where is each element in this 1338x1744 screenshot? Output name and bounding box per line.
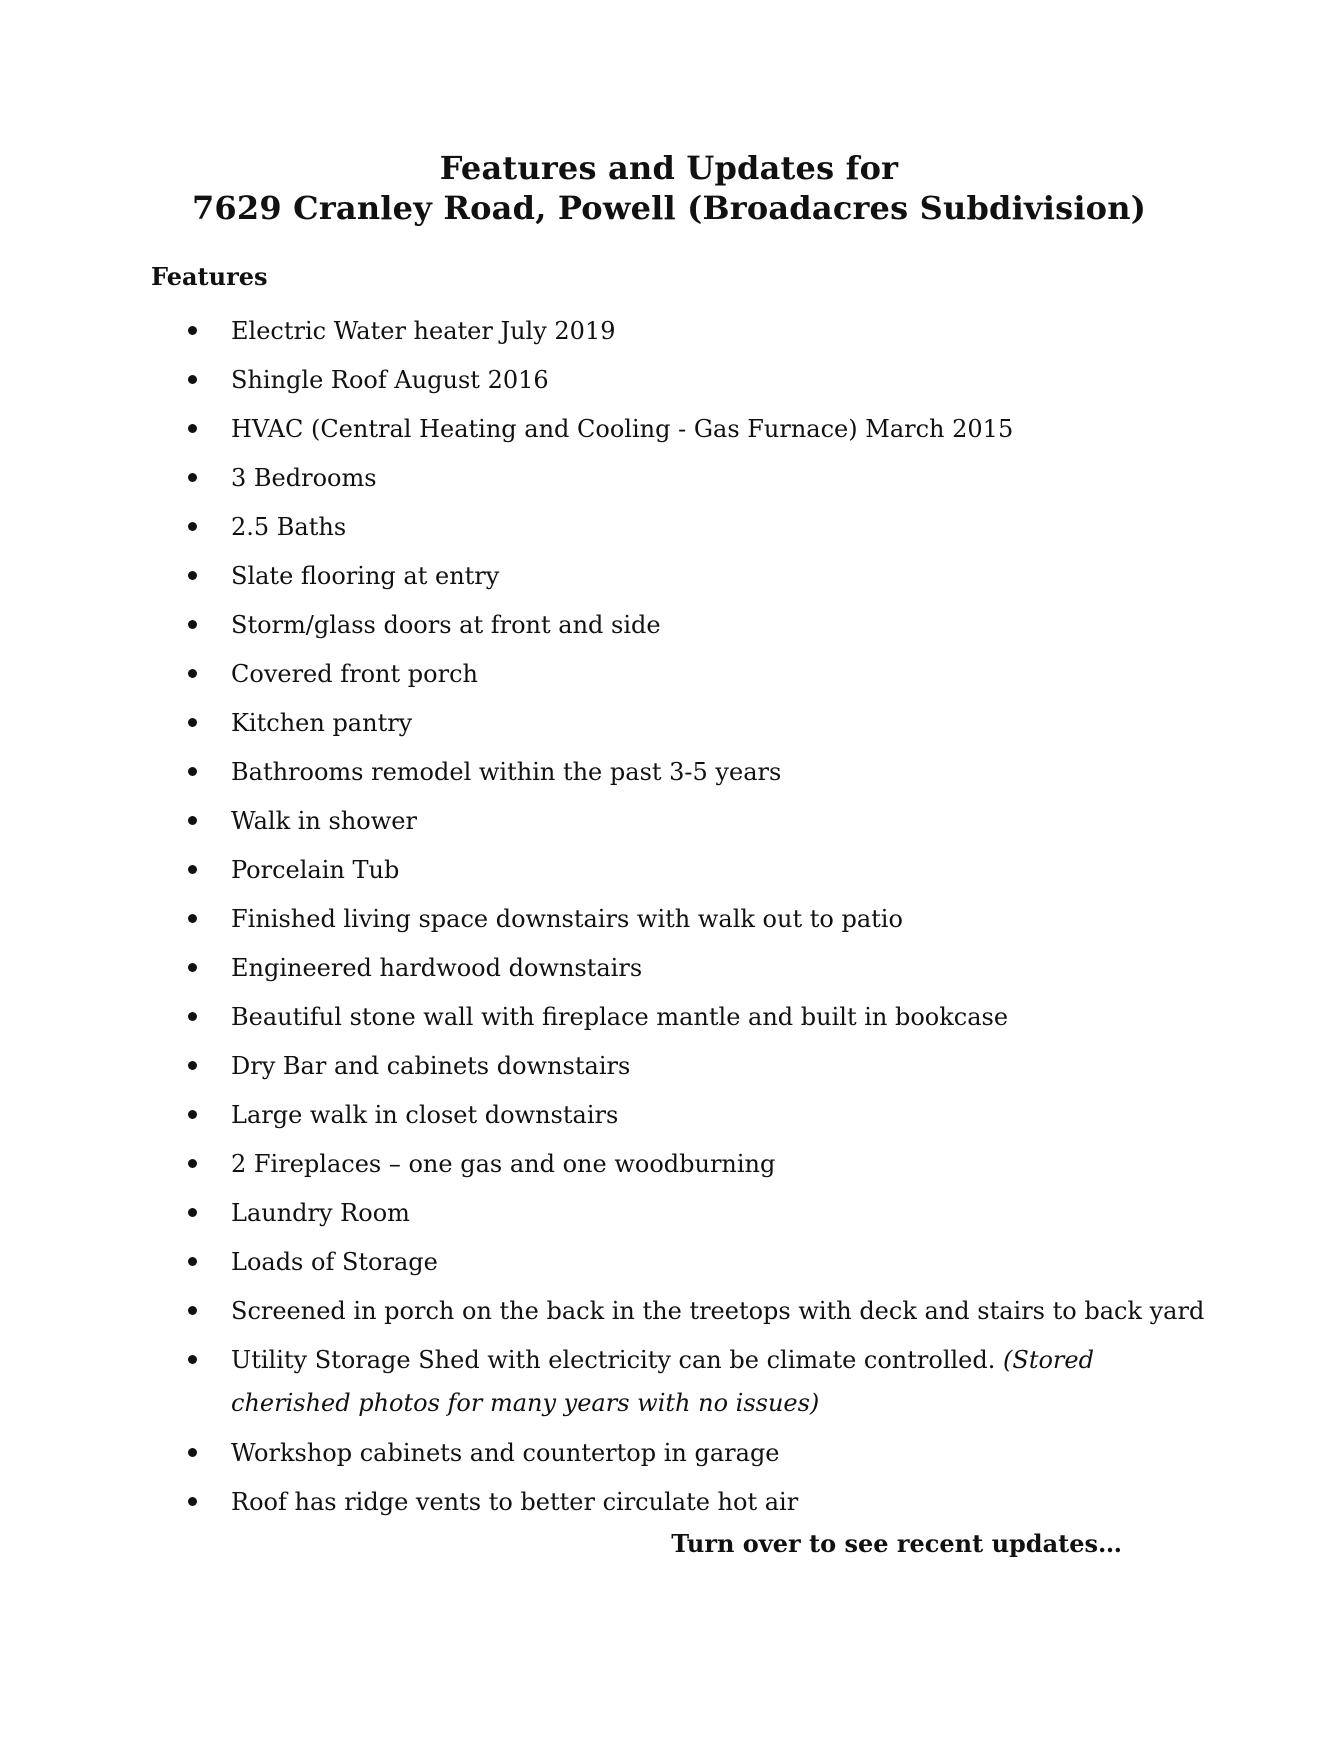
bullet-icon (188, 326, 197, 335)
list-item (151, 702, 1211, 751)
list-item (151, 457, 1211, 506)
feature-text: Engineered hardwood downstairs (231, 954, 643, 982)
turn-over-note: Turn over to see recent updates… (671, 1529, 1122, 1558)
bullet-icon (188, 865, 197, 874)
bullet-icon (188, 571, 197, 580)
feature-text: 3 Bedrooms (231, 464, 377, 492)
feature-text: Screened in porch on the back in the treetops with deck and stairs to back yard (231, 1297, 1205, 1325)
feature-text: Workshop cabinets and countertop in garage (231, 1439, 780, 1467)
list-item (151, 947, 1211, 996)
bullet-icon (188, 1448, 197, 1457)
bullet-icon (188, 816, 197, 825)
feature-text: Utility Storage Shed with electricity can be climate controlled. (231, 1346, 996, 1374)
feature-text: Bathrooms remodel within the past 3-5 years (231, 758, 782, 786)
title-line-2: 7629 Cranley Road, Powell (Broadacres Subdivision) (191, 189, 1147, 227)
bullet-icon (188, 1306, 197, 1315)
list-item (151, 1481, 1211, 1530)
list-item (151, 1094, 1211, 1143)
feature-text: Roof has ridge vents to better circulate hot air (231, 1488, 799, 1516)
bullet-icon (188, 1061, 197, 1070)
bullet-icon (188, 473, 197, 482)
feature-text: Loads of Storage (231, 1248, 438, 1276)
feature-text: Finished living space downstairs with walk out to patio (231, 905, 903, 933)
feature-text: 2 Fireplaces – one gas and one woodburning (231, 1150, 776, 1178)
feature-text: Slate flooring at entry (231, 562, 500, 590)
feature-text: Walk in shower (231, 807, 417, 835)
bullet-icon (188, 718, 197, 727)
feature-text: 2.5 Baths (231, 513, 347, 541)
bullet-icon (188, 1208, 197, 1217)
list-item (151, 506, 1211, 555)
list-item (151, 604, 1211, 653)
list-item (151, 1192, 1211, 1241)
features-heading: Features (151, 262, 268, 291)
feature-text: Laundry Room (231, 1199, 410, 1227)
list-item (151, 1290, 1211, 1339)
feature-text: Dry Bar and cabinets downstairs (231, 1052, 631, 1080)
feature-note: (Stored cherished photos for many years with no issues) (231, 1346, 1094, 1417)
bullet-icon (188, 1497, 197, 1506)
list-item (151, 653, 1211, 702)
document-title (0, 148, 1338, 228)
list-item (151, 1339, 1211, 1432)
list-item (151, 1045, 1211, 1094)
list-item (151, 751, 1211, 800)
bullet-icon (188, 1159, 197, 1168)
list-item (151, 408, 1211, 457)
feature-text: HVAC (Central Heating and Cooling - Gas Furnace) March 2015 (231, 415, 1014, 443)
list-item (151, 1143, 1211, 1192)
feature-text: Kitchen pantry (231, 709, 413, 737)
feature-text: Electric Water heater July 2019 (231, 317, 616, 345)
feature-text: Shingle Roof August 2016 (231, 366, 549, 394)
features-list (151, 310, 1211, 1530)
list-item (151, 310, 1211, 359)
bullet-icon (188, 1355, 197, 1364)
list-item (151, 898, 1211, 947)
bullet-icon (188, 424, 197, 433)
list-item (151, 555, 1211, 604)
bullet-icon (188, 620, 197, 629)
list-item (151, 1432, 1211, 1481)
list-item (151, 359, 1211, 408)
list-item (151, 996, 1211, 1045)
bullet-icon (188, 522, 197, 531)
feature-text: Covered front porch (231, 660, 478, 688)
bullet-icon (188, 767, 197, 776)
feature-text: Storm/glass doors at front and side (231, 611, 661, 639)
bullet-icon (188, 914, 197, 923)
bullet-icon (188, 1012, 197, 1021)
title-line-1: Features and Updates for (439, 149, 899, 187)
feature-text: Porcelain Tub (231, 856, 400, 884)
bullet-icon (188, 375, 197, 384)
bullet-icon (188, 963, 197, 972)
list-item (151, 849, 1211, 898)
bullet-icon (188, 669, 197, 678)
list-item (151, 1241, 1211, 1290)
feature-text: Beautiful stone wall with fireplace mantle and built in bookcase (231, 1003, 1009, 1031)
bullet-icon (188, 1110, 197, 1119)
bullet-icon (188, 1257, 197, 1266)
feature-text: Large walk in closet downstairs (231, 1101, 619, 1129)
list-item (151, 800, 1211, 849)
